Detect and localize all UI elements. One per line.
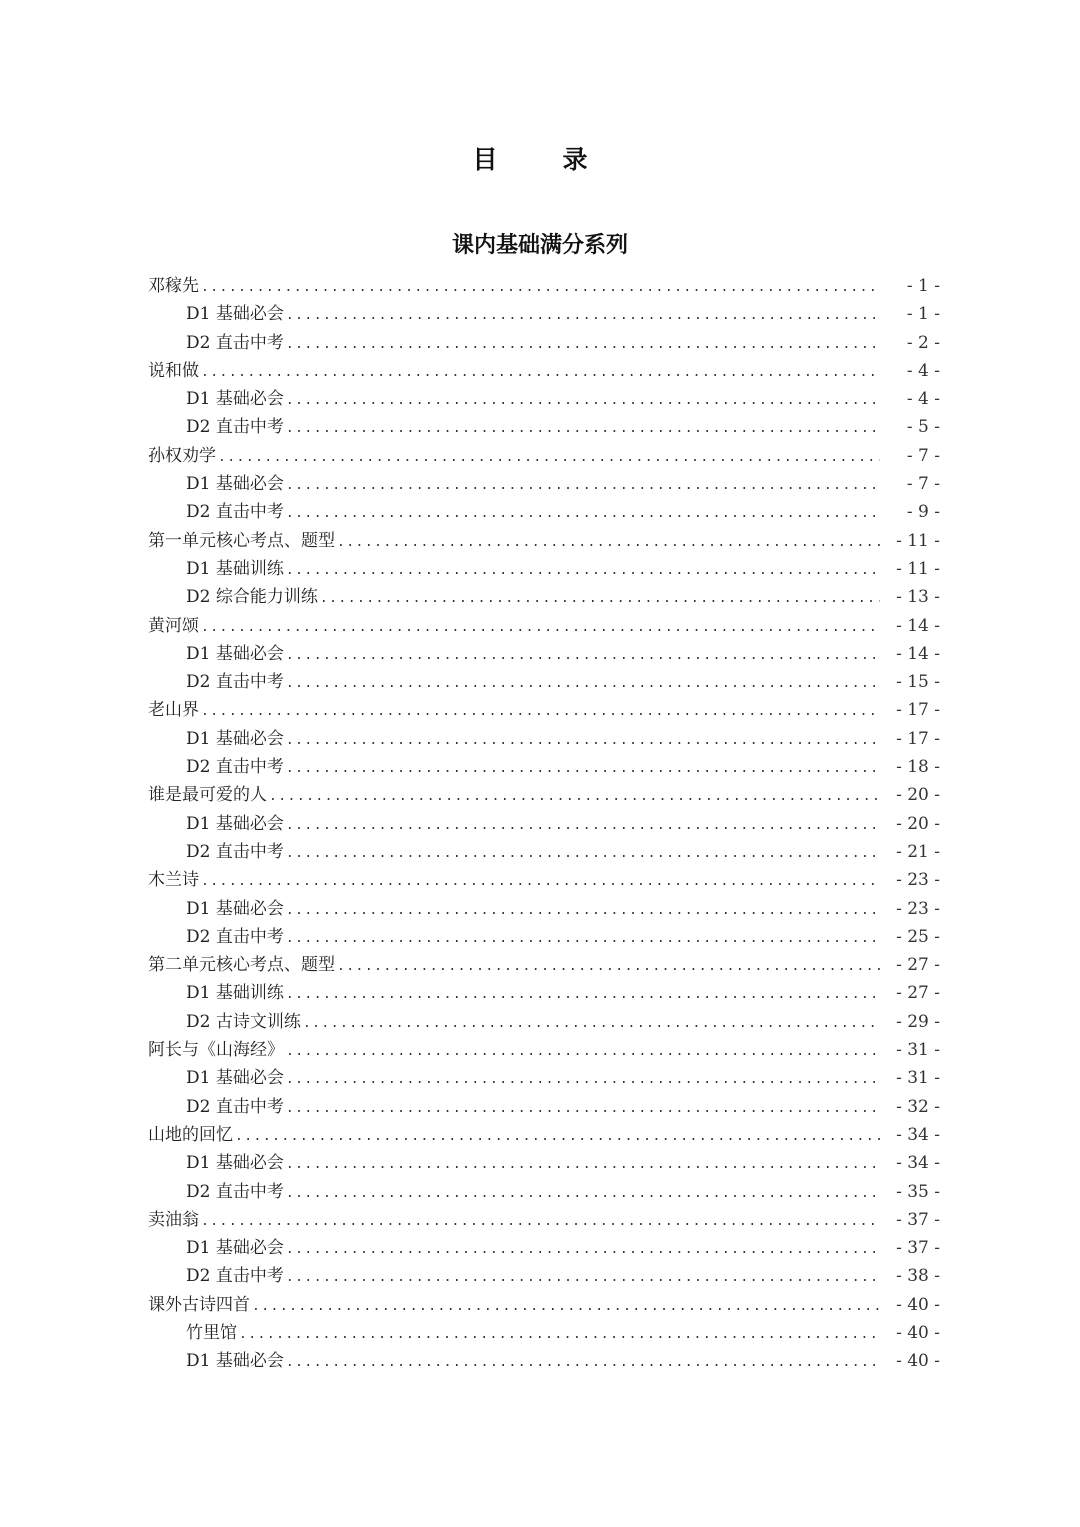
dot-leader xyxy=(252,1293,880,1321)
toc-entry-label: 竹里馆 xyxy=(186,1322,237,1343)
table-of-contents xyxy=(148,272,940,1376)
dot-leader xyxy=(269,783,880,811)
toc-entry-label: D1 基础必会 xyxy=(186,389,284,410)
dot-leader xyxy=(303,1010,880,1038)
dot-leader xyxy=(201,614,880,642)
dot-leader xyxy=(239,1321,880,1349)
toc-subentry[interactable] xyxy=(148,1234,940,1262)
toc-entry-label: 第二单元核心考点、题型 xyxy=(148,955,335,976)
section-title: 课内基础满分系列 xyxy=(451,233,628,258)
toc-page-number: - 40 - xyxy=(896,1294,940,1315)
toc-entry-label: D1 基础必会 xyxy=(186,1153,284,1174)
toc-page-number: - 4 - xyxy=(906,360,940,381)
toc-entry-label: D2 古诗文训练 xyxy=(186,1011,301,1032)
dot-leader xyxy=(286,840,880,868)
toc-entry-label: D1 基础必会 xyxy=(186,898,284,919)
toc-entry[interactable] xyxy=(148,1206,940,1234)
toc-subentry[interactable] xyxy=(148,640,940,668)
toc-subentry[interactable] xyxy=(148,1093,940,1121)
toc-page-number: - 25 - xyxy=(896,926,940,947)
toc-entry-label: 谁是最可爱的人 xyxy=(148,785,267,806)
dot-leader xyxy=(286,642,880,670)
toc-subentry[interactable] xyxy=(148,385,940,413)
dot-leader xyxy=(337,953,880,981)
toc-page-number: - 40 - xyxy=(896,1351,940,1372)
toc-entry-label: D1 基础必会 xyxy=(186,813,284,834)
toc-entry-label: 山地的回忆 xyxy=(148,1124,233,1145)
toc-entry-label: D2 直击中考 xyxy=(186,757,284,778)
toc-subentry[interactable] xyxy=(148,810,940,838)
toc-entry-label: 说和做 xyxy=(148,360,199,381)
toc-page-number: - 34 - xyxy=(896,1153,940,1174)
dot-leader xyxy=(286,472,880,500)
toc-page-number: - 11 - xyxy=(896,558,940,579)
toc-page-number: - 5 - xyxy=(906,417,940,438)
toc-page-number: - 17 - xyxy=(896,700,940,721)
toc-page-number: - 20 - xyxy=(896,813,940,834)
toc-page-number: - 23 - xyxy=(896,870,940,891)
toc-entry-label: D2 直击中考 xyxy=(186,1181,284,1202)
toc-page-number: - 27 - xyxy=(896,955,940,976)
dot-leader xyxy=(286,1095,880,1123)
toc-page-number: - 2 - xyxy=(906,332,940,353)
toc-entry-label: D2 直击中考 xyxy=(186,502,284,523)
dot-leader xyxy=(286,557,880,585)
toc-subentry[interactable] xyxy=(148,838,940,866)
dot-leader xyxy=(286,1236,880,1264)
toc-page-number: - 7 - xyxy=(906,474,940,495)
dot-leader xyxy=(235,1123,880,1151)
toc-entry-label: D1 基础必会 xyxy=(186,474,284,495)
dot-leader xyxy=(286,925,880,953)
toc-page-number: - 40 - xyxy=(896,1322,940,1343)
toc-entry-label: 卖油翁 xyxy=(148,1209,199,1230)
toc-entry-label: D2 直击中考 xyxy=(186,841,284,862)
toc-subentry[interactable] xyxy=(148,1008,940,1036)
toc-subentry[interactable] xyxy=(148,1149,940,1177)
toc-entry[interactable] xyxy=(148,1291,940,1319)
dot-leader xyxy=(286,387,880,415)
toc-subentry[interactable] xyxy=(148,725,940,753)
toc-entry-label: D1 基础必会 xyxy=(186,1351,284,1372)
toc-entry-label: D1 基础训练 xyxy=(186,983,284,1004)
toc-entry-label: D1 基础必会 xyxy=(186,1068,284,1089)
toc-subentry[interactable] xyxy=(148,329,940,357)
toc-subentry[interactable] xyxy=(148,300,940,328)
toc-page-number: - 14 - xyxy=(896,615,940,636)
toc-subentry[interactable] xyxy=(148,413,940,441)
toc-page-number: - 29 - xyxy=(896,1011,940,1032)
toc-entry-label: 木兰诗 xyxy=(148,870,199,891)
toc-page-number: - 1 - xyxy=(906,276,940,296)
toc-entry-label: D1 基础训练 xyxy=(186,558,284,579)
dot-leader xyxy=(286,1264,880,1292)
toc-page-number: - 4 - xyxy=(906,389,940,410)
dot-leader xyxy=(201,274,880,302)
toc-entry-label: D1 基础必会 xyxy=(186,728,284,749)
toc-page-number: - 23 - xyxy=(896,898,940,919)
dot-leader xyxy=(286,670,880,698)
dot-leader xyxy=(286,755,880,783)
toc-entry-label: D2 直击中考 xyxy=(186,672,284,693)
toc-subentry[interactable] xyxy=(148,1064,940,1092)
toc-entry-label: 老山界 xyxy=(148,700,199,721)
dot-leader xyxy=(286,897,880,925)
toc-entry-label: D2 直击中考 xyxy=(186,1266,284,1287)
toc-entry-label: D2 综合能力训练 xyxy=(186,587,318,608)
toc-entry-label: D1 基础必会 xyxy=(186,1238,284,1259)
dot-leader xyxy=(337,529,880,557)
toc-page-number: - 34 - xyxy=(896,1124,940,1145)
toc-entry[interactable] xyxy=(148,696,940,724)
toc-entry-label: 孙权劝学 xyxy=(148,445,216,466)
toc-entry-label: 阿长与《山海经》 xyxy=(148,1040,284,1061)
toc-page-number: - 31 - xyxy=(896,1040,940,1061)
toc-subentry[interactable] xyxy=(148,470,940,498)
toc-entry[interactable] xyxy=(148,357,940,385)
toc-subentry[interactable] xyxy=(148,555,940,583)
toc-entry[interactable] xyxy=(148,1121,940,1149)
dot-leader xyxy=(286,1038,880,1066)
toc-page-number: - 14 - xyxy=(896,643,940,664)
dot-leader xyxy=(201,698,880,726)
toc-subentry[interactable] xyxy=(148,923,940,951)
toc-page-number: - 11 - xyxy=(896,530,940,551)
toc-page-number: - 1 - xyxy=(906,304,940,325)
toc-page-number: - 38 - xyxy=(896,1266,940,1287)
toc-page-number: - 15 - xyxy=(896,672,940,693)
toc-page-number: - 37 - xyxy=(896,1209,940,1230)
dot-leader xyxy=(286,331,880,359)
toc-subentry[interactable] xyxy=(148,668,940,696)
toc-page-number: - 13 - xyxy=(896,587,940,608)
toc-entry[interactable] xyxy=(148,442,940,470)
toc-subentry[interactable] xyxy=(148,1319,940,1347)
dot-leader xyxy=(201,359,880,387)
toc-subentry[interactable] xyxy=(148,753,940,781)
toc-subentry[interactable] xyxy=(148,895,940,923)
dot-leader xyxy=(286,1066,880,1094)
toc-page-number: - 31 - xyxy=(896,1068,940,1089)
toc-subentry[interactable] xyxy=(148,979,940,1007)
toc-entry[interactable] xyxy=(148,527,940,555)
toc-entry-label: D1 基础必会 xyxy=(186,643,284,664)
toc-page-number: - 9 - xyxy=(906,502,940,523)
toc-entry[interactable] xyxy=(148,612,940,640)
toc-entry-label: D2 直击中考 xyxy=(186,926,284,947)
dot-leader xyxy=(286,1180,880,1208)
toc-subentry[interactable] xyxy=(148,1262,940,1290)
toc-page-number: - 27 - xyxy=(896,983,940,1004)
dot-leader xyxy=(286,812,880,840)
dot-leader xyxy=(286,727,880,755)
toc-entry-label: D2 直击中考 xyxy=(186,332,284,353)
toc-page-number: - 21 - xyxy=(896,841,940,862)
toc-page-number: - 17 - xyxy=(896,728,940,749)
toc-entry[interactable] xyxy=(148,951,940,979)
toc-entry-label: 黄河颂 xyxy=(148,615,199,636)
toc-page-number: - 35 - xyxy=(896,1181,940,1202)
page-title: 目 录 xyxy=(472,145,608,174)
dot-leader xyxy=(286,981,880,1009)
toc-entry[interactable] xyxy=(148,272,940,300)
dot-leader xyxy=(286,415,880,443)
toc-subentry[interactable] xyxy=(148,583,940,611)
toc-page-number: - 37 - xyxy=(896,1238,940,1259)
toc-entry-label: D2 直击中考 xyxy=(186,1096,284,1117)
toc-page-number: - 18 - xyxy=(896,757,940,778)
dot-leader xyxy=(218,444,880,472)
dot-leader xyxy=(286,1151,880,1179)
toc-subentry[interactable] xyxy=(148,1178,940,1206)
toc-entry-label: D1 基础必会 xyxy=(186,304,284,325)
toc-page-number: - 20 - xyxy=(896,785,940,806)
toc-subentry[interactable] xyxy=(148,498,940,526)
toc-subentry[interactable] xyxy=(148,1347,940,1375)
dot-leader xyxy=(201,1208,880,1236)
dot-leader xyxy=(286,1349,880,1377)
toc-entry[interactable] xyxy=(148,781,940,809)
toc-page-number: - 7 - xyxy=(906,445,940,466)
toc-entry-label: 邓稼先 xyxy=(148,276,199,296)
dot-leader xyxy=(286,500,880,528)
toc-page-number: - 32 - xyxy=(896,1096,940,1117)
dot-leader xyxy=(286,302,880,330)
dot-leader xyxy=(201,868,880,896)
toc-entry-label: 第一单元核心考点、题型 xyxy=(148,530,335,551)
toc-entry-label: D2 直击中考 xyxy=(186,417,284,438)
toc-entry-label: 课外古诗四首 xyxy=(148,1294,250,1315)
toc-entry[interactable] xyxy=(148,1036,940,1064)
dot-leader xyxy=(320,585,880,613)
toc-entry[interactable] xyxy=(148,866,940,894)
